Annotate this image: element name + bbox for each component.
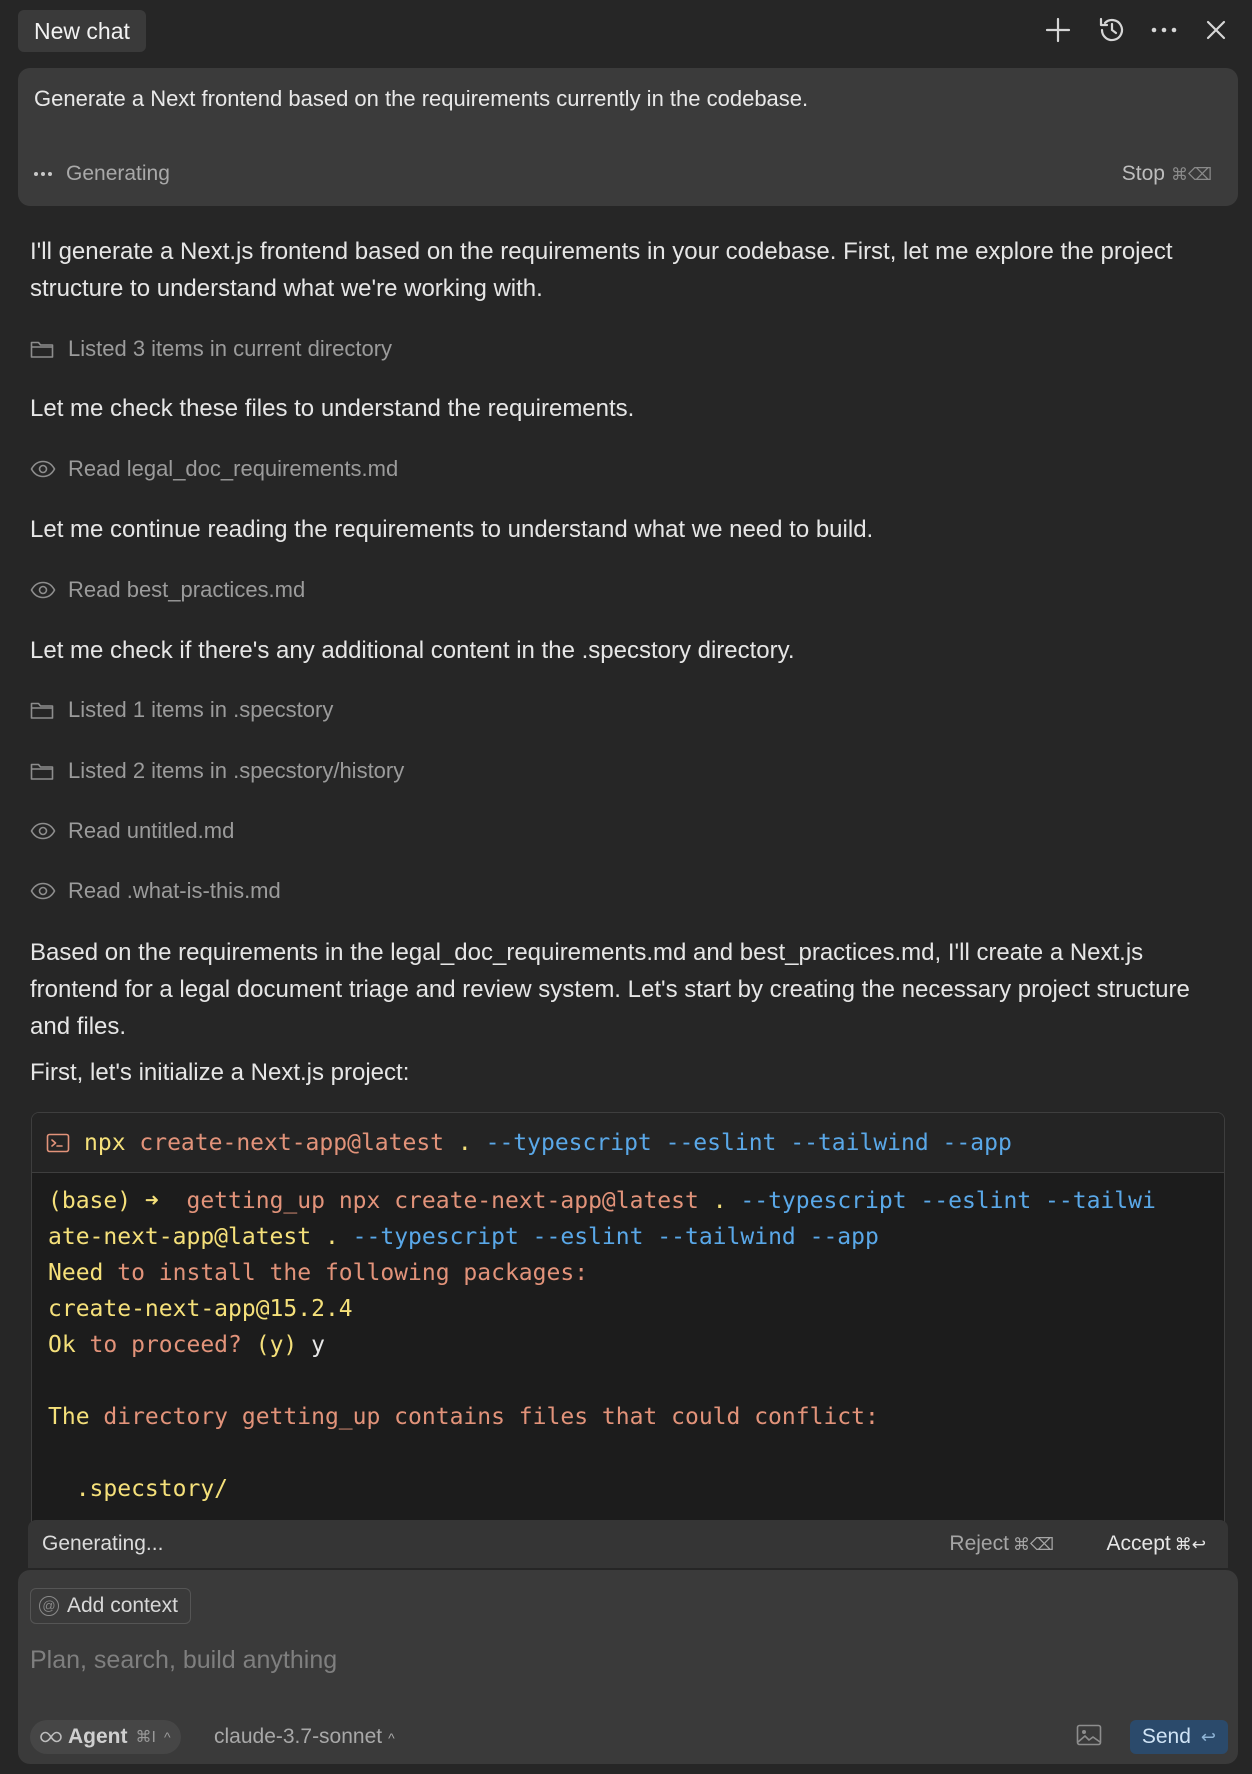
term-text: (y) — [255, 1332, 298, 1358]
tool-call-list-dir[interactable] — [30, 334, 392, 364]
folder-icon — [30, 760, 56, 782]
terminal-block[interactable] — [31, 1112, 1225, 1532]
terminal-line — [48, 1435, 1208, 1471]
folder-icon — [30, 338, 56, 360]
assistant-message: Let me check if there's any additional content in the .specstory directory. — [30, 637, 795, 664]
send-label: Send — [1141, 1725, 1191, 1748]
term-text: .specstory/ — [48, 1476, 229, 1502]
eye-icon — [30, 458, 56, 480]
term-text: Need — [48, 1260, 104, 1286]
cmd-dot: . — [444, 1129, 472, 1156]
plus-icon[interactable] — [1040, 12, 1076, 48]
term-text: The — [48, 1404, 90, 1430]
shell-dir: getting_up — [186, 1188, 325, 1214]
cmd-flags: --typescript --eslint --tailwind --app — [471, 1129, 1012, 1156]
tool-call-label: Read untitled.md — [68, 818, 235, 843]
generating-status — [34, 156, 170, 192]
tool-call-label: Listed 3 items in current directory — [68, 336, 393, 361]
tool-call-read-file[interactable] — [30, 454, 398, 484]
send-button[interactable] — [1130, 1720, 1228, 1754]
generating-status-label: Generating... — [42, 1532, 164, 1555]
agent-mode-selector[interactable] — [30, 1720, 181, 1754]
generating-label: Generating — [66, 162, 170, 185]
chat-input[interactable] — [30, 1640, 1220, 1680]
stop-label: Stop — [1121, 162, 1165, 185]
terminal-line — [48, 1399, 1208, 1435]
chat-title-tab[interactable]: New chat — [18, 10, 146, 52]
assistant-message: Let me continue reading the requirements to understand what we need to build. — [30, 516, 874, 543]
chat-composer — [18, 1570, 1238, 1764]
more-icon[interactable] — [1146, 12, 1182, 48]
chat-header — [0, 0, 1252, 64]
assistant-message: Based on the requirements in the legal_doc_requirements.md and best_practices.md, I'll create a Next.js frontend for a legal document triage and review system. Let's start by creating the necessary project structure and files. — [30, 939, 1190, 1040]
cmd-bin: npx — [84, 1129, 126, 1156]
terminal-line — [48, 1183, 1208, 1219]
tool-call-read-file[interactable] — [30, 575, 305, 605]
eye-icon — [30, 820, 56, 842]
shell-prompt: (base) ➜ — [48, 1188, 187, 1214]
user-prompt-card[interactable] — [18, 68, 1238, 206]
reject-label: Reject — [949, 1532, 1009, 1555]
model-selector[interactable] — [214, 1720, 395, 1754]
add-context-label: Add context — [67, 1594, 178, 1617]
term-text: to proceed? — [75, 1332, 256, 1358]
tool-call-list-dir[interactable] — [30, 695, 333, 725]
image-upload-icon[interactable] — [1076, 1724, 1102, 1751]
terminal-line — [48, 1471, 1208, 1507]
tool-call-label: Listed 2 items in .specstory/history — [68, 758, 405, 783]
reject-button[interactable] — [949, 1520, 1054, 1569]
generation-action-bar — [28, 1520, 1228, 1568]
term-text: Ok — [48, 1332, 76, 1358]
shell-dot: . — [698, 1188, 727, 1214]
return-icon: ↩ — [1200, 1726, 1216, 1747]
term-text: to install the following packages: — [103, 1260, 589, 1286]
accept-button[interactable] — [1107, 1520, 1206, 1569]
eye-icon — [30, 579, 56, 601]
term-text: y — [297, 1332, 325, 1358]
loading-dots-icon — [34, 172, 52, 176]
terminal-line — [48, 1219, 1208, 1255]
add-context-button[interactable] — [30, 1588, 191, 1624]
terminal-line — [48, 1255, 1208, 1291]
close-icon[interactable] — [1198, 12, 1234, 48]
assistant-message: I'll generate a Next.js frontend based on the requirements in your codebase. First, let me explore the project structure to understand what we're working with. — [30, 238, 1173, 302]
term-text: --typescript --eslint --tailwind --app — [338, 1224, 879, 1250]
shell-cmd: npx create-next-app@latest — [324, 1188, 699, 1214]
chevron-up-icon: ^ — [388, 1730, 395, 1746]
assistant-message: Let me check these files to understand the requirements. — [30, 395, 635, 422]
tool-call-read-file[interactable] — [30, 816, 234, 846]
tool-call-label: Read legal_doc_requirements.md — [68, 456, 399, 481]
history-icon[interactable] — [1094, 12, 1130, 48]
tool-call-label: Listed 1 items in .specstory — [68, 697, 334, 722]
chevron-up-icon: ^ — [163, 1729, 171, 1745]
accept-shortcut: ⌘↩ — [1174, 1535, 1206, 1554]
terminal-output — [32, 1173, 1224, 1517]
accept-label: Accept — [1106, 1532, 1171, 1555]
terminal-command — [32, 1113, 1224, 1173]
agent-mode-shortcut: ⌘I — [135, 1729, 156, 1746]
terminal-line — [48, 1363, 1208, 1399]
at-icon: @ — [39, 1596, 59, 1616]
tool-call-read-file[interactable] — [30, 876, 281, 906]
model-label: claude-3.7-sonnet — [214, 1725, 383, 1748]
stop-shortcut: ⌘⌫ — [1170, 165, 1212, 184]
stop-button[interactable] — [1122, 156, 1212, 192]
folder-icon — [30, 699, 56, 721]
assistant-message: First, let's initialize a Next.js project: — [30, 1059, 410, 1086]
reject-shortcut: ⌘⌫ — [1012, 1535, 1054, 1554]
tool-call-label: Read best_practices.md — [68, 577, 306, 602]
term-text: create-next-app@15.2.4 — [48, 1296, 353, 1322]
user-prompt-text: Generate a Next frontend based on the requirements currently in the codebase. — [34, 86, 809, 111]
terminal-line — [48, 1327, 1208, 1363]
term-text: directory getting_up contains files that could conflict: — [89, 1404, 879, 1430]
infinity-icon — [40, 1731, 62, 1743]
tool-call-label: Read .what-is-this.md — [68, 878, 281, 903]
term-text: ate-next-app@latest — [48, 1224, 312, 1250]
terminal-line — [48, 1291, 1208, 1327]
cmd-pkg: create-next-app@latest — [125, 1129, 445, 1156]
tool-call-list-dir[interactable] — [30, 756, 404, 786]
terminal-icon — [46, 1133, 70, 1153]
eye-icon — [30, 880, 56, 902]
agent-mode-label: Agent — [68, 1725, 128, 1748]
shell-flags: --typescript --eslint --tailwi — [726, 1188, 1156, 1214]
term-text: . — [311, 1224, 339, 1250]
